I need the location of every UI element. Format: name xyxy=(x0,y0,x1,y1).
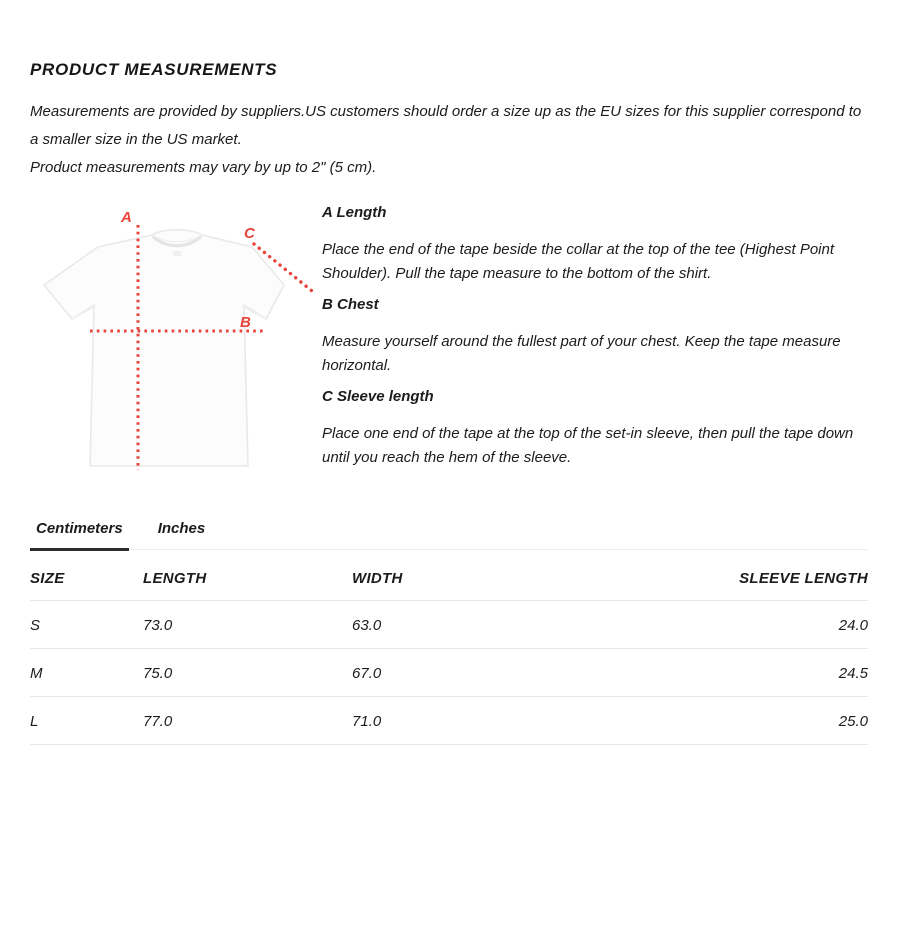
instruction-title-length: A Length xyxy=(322,204,387,221)
cell-sleeve-length: 24.0 xyxy=(632,601,868,649)
tab-centimeters[interactable]: Centimeters xyxy=(30,520,129,551)
instruction-title-sleeve: C Sleeve length xyxy=(322,388,434,405)
measure-label-a: A xyxy=(121,209,132,226)
cell-size: S xyxy=(30,601,143,649)
measure-label-c: C xyxy=(244,225,255,242)
instruction-body-sleeve: Place one end of the tape at the top of the set-in sleeve, then pull the tape down until you reach the hem of the sleeve. xyxy=(322,425,854,466)
product-measurements-section xyxy=(0,60,897,745)
unit-tabs xyxy=(30,520,868,550)
cell-sleeve-length: 25.0 xyxy=(632,697,868,745)
size-table-header-row xyxy=(30,568,868,601)
cell-length: 77.0 xyxy=(143,697,352,745)
page-title: PRODUCT MEASUREMENTS xyxy=(30,60,278,79)
tshirt-outline xyxy=(44,230,284,466)
tshirt-diagram-image xyxy=(30,202,322,477)
cell-width: 63.0 xyxy=(352,601,632,649)
cell-width: 71.0 xyxy=(352,697,632,745)
size-table xyxy=(30,568,868,745)
table-row-m xyxy=(30,649,868,697)
col-header-sleeve-length: SLEEVE LENGTH xyxy=(632,568,868,601)
measure-label-b: B xyxy=(240,314,251,331)
cell-size: M xyxy=(30,649,143,697)
table-row-s xyxy=(30,601,868,649)
col-header-width: WIDTH xyxy=(352,568,632,601)
intro-paragraph-1: Measurements are provided by suppliers.US customers should order a size up as the EU sizes for this supplier correspond to a smaller size in the US market. xyxy=(30,103,862,148)
cell-sleeve-length: 24.5 xyxy=(632,649,868,697)
col-header-length: LENGTH xyxy=(143,568,352,601)
tshirt-icon xyxy=(32,202,314,477)
instruction-body-chest: Measure yourself around the fullest part of your chest. Keep the tape measure horizontal. xyxy=(322,333,841,374)
intro-paragraph-2: Product measurements may vary by up to 2" (5 cm). xyxy=(30,159,377,176)
table-row-l xyxy=(30,697,868,745)
cell-length: 75.0 xyxy=(143,649,352,697)
measurement-instructions xyxy=(322,202,868,480)
instruction-title-chest: B Chest xyxy=(322,296,379,313)
cell-length: 73.0 xyxy=(143,601,352,649)
measurement-diagram-row xyxy=(30,202,868,480)
cell-size: L xyxy=(30,697,143,745)
tshirt-neck-label xyxy=(173,251,181,256)
tab-inches[interactable]: Inches xyxy=(157,520,206,537)
instruction-body-length: Place the end of the tape beside the collar at the top of the tee (Highest Point Shoulder). Pull the tape measure to the bottom of the shirt. xyxy=(322,241,835,282)
cell-width: 67.0 xyxy=(352,649,632,697)
col-header-size: SIZE xyxy=(30,568,143,601)
